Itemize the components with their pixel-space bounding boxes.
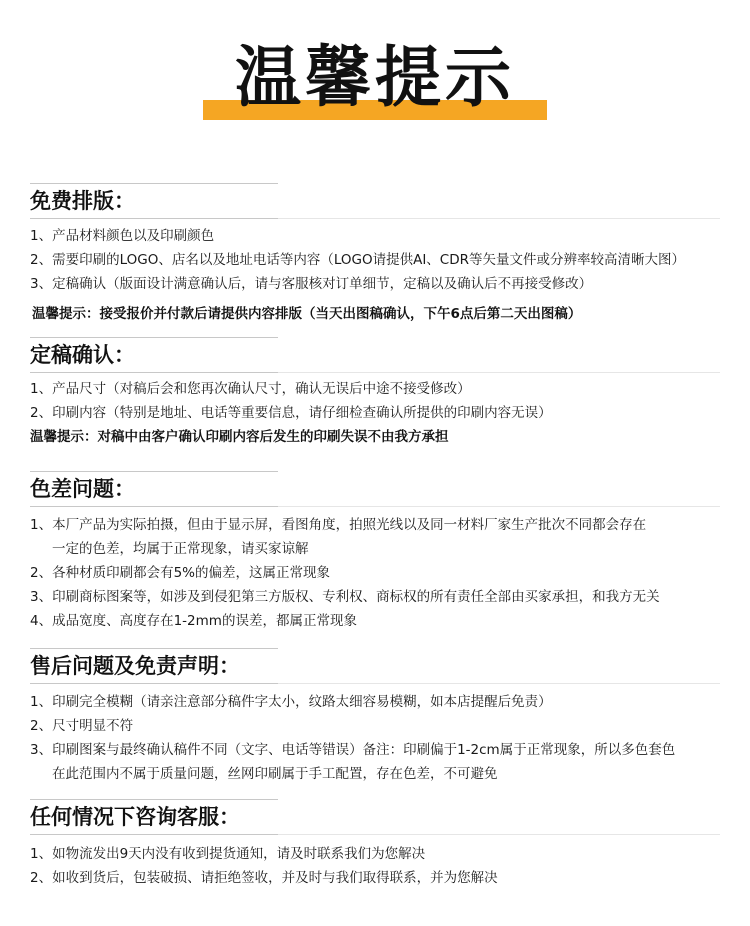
section-items [0,690,750,786]
section-items [0,224,750,326]
section-heading: 售后问题及免责声明： [30,654,240,678]
list-item-line: 1、本厂产品为实际拍摄，但由于显示屏，看图角度，拍照光线以及同一材料厂家生产批次不同都会存在 [30,517,647,533]
section-items [0,377,750,449]
list-item: 1、如物流发出9天内没有收到提货通知，请及时联系我们为您解决 [30,846,426,862]
list-item: 1、印刷完全模糊（请亲注意部分稿件字太小，纹路太细容易模糊，如本店提醒后免责） [30,694,552,710]
section-rule-bottom [30,506,278,507]
section-color-difference [0,471,750,633]
section-heading: 免费排版： [30,189,135,213]
section-header [0,471,750,507]
list-item-continuation: 一定的色差，均属于正常现象，请买家谅解 [52,541,309,557]
section-rule-top [30,183,278,184]
section-rule-bottom [30,218,278,219]
section-rule-top [30,337,278,338]
section-heading: 任何情况下咨询客服： [30,805,240,829]
list-item [30,513,730,561]
section-rule-bottom [30,834,278,835]
list-item-line: 3、印刷图案与最终确认稿件不同（文字、电话等错误）备注：印刷偏于1-2cm属于正常现象，所以多色套色 [30,742,676,758]
page-title: 温馨提示 [235,39,515,116]
section-rule-top [30,648,278,649]
section-items [0,513,750,633]
section-rule-top [30,799,278,800]
section-final-confirm [0,337,750,449]
section-items [0,842,750,890]
list-item: 2、如收到货后，包装破损、请拒绝签收，并及时与我们取得联系，并为您解决 [30,870,498,886]
list-item: 3、印刷商标图案等，如涉及到侵犯第三方版权、专利权、商标权的所有责任全部由买家承担，和我方无关 [30,589,660,605]
section-header [0,337,750,373]
section-rule-top [30,471,278,472]
list-item: 2、印刷内容（特别是地址、电话等重要信息，请仔细检查确认所提供的印刷内容无误） [30,405,552,421]
section-rule-bottom [30,683,278,684]
list-item: 3、定稿确认（版面设计满意确认后，请与客服核对订单细节，定稿以及确认后不再接受修改） [30,276,593,292]
section-header [0,799,750,835]
list-item: 2、各种材质印刷都会有5%的偏差，这属正常现象 [30,565,331,581]
list-item [30,738,730,786]
section-contact-service [0,799,750,890]
section-note: 温馨提示：对稿中由客户确认印刷内容后发生的印刷失误不由我方承担 [30,429,449,445]
list-item: 4、成品宽度、高度存在1-2mm的误差，都属正常现象 [30,613,357,629]
section-heading: 定稿确认： [30,343,135,367]
list-item: 1、产品材料颜色以及印刷颜色 [30,228,215,244]
section-rule-bottom [30,372,278,373]
list-item: 2、尺寸明显不符 [30,718,134,734]
section-free-layout [0,183,750,326]
title-area [0,36,750,126]
section-header [0,648,750,684]
section-note: 温馨提示：接受报价并付款后请提供内容排版（当天出图稿确认，下午6点后第二天出图稿） [32,306,582,322]
section-heading: 色差问题： [30,477,135,501]
list-item-continuation: 在此范围内不属于质量问题，丝网印刷属于手工配置，存在色差，不可避免 [52,766,498,782]
list-item: 1、产品尺寸（对稿后会和您再次确认尺寸，确认无误后中途不接受修改） [30,381,471,397]
section-header [0,183,750,219]
section-after-sales [0,648,750,786]
list-item: 2、需要印刷的LOGO、店名以及地址电话等内容（LOGO请提供AI、CDR等矢量文件或分辨率较高清晰大图） [30,252,686,268]
